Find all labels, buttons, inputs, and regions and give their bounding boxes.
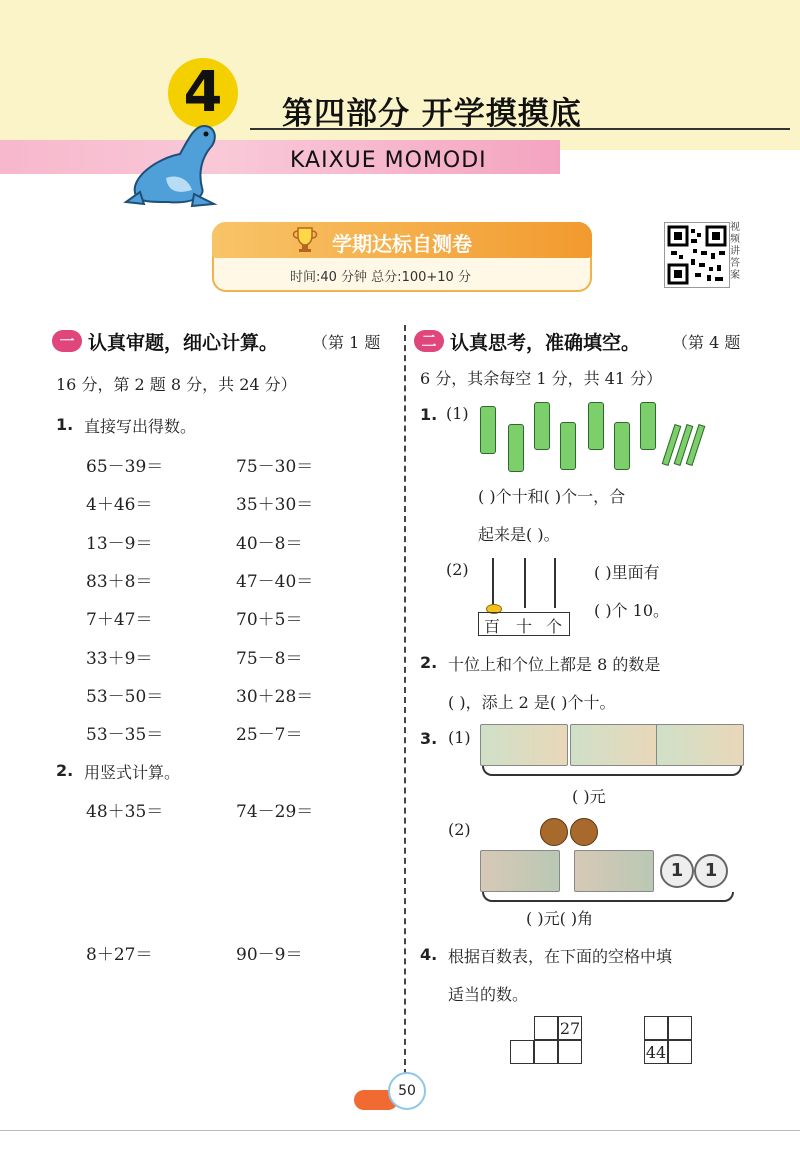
question-text: 十位上和个位上都是 8 的数是 bbox=[448, 655, 661, 674]
grid-cell-given: 44 bbox=[644, 1040, 668, 1064]
place-label-hundreds: 百 bbox=[484, 617, 501, 636]
calc-problem: 70＋5＝ bbox=[236, 610, 303, 630]
banknote-icon bbox=[480, 850, 560, 892]
calc-problem: 13－9＝ bbox=[86, 534, 153, 554]
calc-problem: 47－40＝ bbox=[236, 572, 314, 592]
vertical-calc-problem: 90－9＝ bbox=[236, 945, 303, 965]
trophy-icon bbox=[290, 226, 320, 254]
test-meta: 时间:40 分钟 总分:100+10 分 bbox=[290, 270, 471, 285]
stick-bundle-icon bbox=[614, 422, 630, 470]
page-number: 50 bbox=[388, 1072, 426, 1110]
calc-problem: 33＋9＝ bbox=[86, 649, 153, 669]
section2-note-line1: （第 4 题 bbox=[672, 333, 741, 352]
stick-bundle-icon bbox=[640, 402, 656, 450]
question-text: 用竖式计算。 bbox=[84, 763, 181, 782]
calc-problem: 4＋46＝ bbox=[86, 495, 153, 515]
banknote-icon bbox=[480, 724, 568, 766]
stick-bundles-illustration bbox=[478, 402, 698, 472]
vertical-calc-problem: 48＋35＝ bbox=[86, 802, 164, 822]
qr-code-icon[interactable] bbox=[664, 222, 730, 288]
coin-icon bbox=[570, 818, 598, 846]
question-number: 4. bbox=[420, 945, 438, 964]
question-text: 适当的数。 bbox=[448, 985, 529, 1004]
abacus-rod bbox=[492, 558, 494, 608]
stick-bundle-icon bbox=[480, 406, 496, 454]
question-text: 根据百数表，在下面的空格中填 bbox=[448, 947, 673, 966]
banknote-icon bbox=[656, 724, 744, 766]
grid-cell[interactable] bbox=[534, 1016, 558, 1040]
calc-problem: 25－7＝ bbox=[236, 725, 303, 745]
one-yuan-coin-icon: 1 bbox=[694, 854, 728, 888]
question-number: 1. bbox=[56, 415, 74, 434]
fill-blank-line: ( )个十和( )个一，合 bbox=[478, 487, 626, 506]
calc-problem: 53－50＝ bbox=[86, 687, 164, 707]
place-label-tens: 十 bbox=[516, 617, 533, 636]
part-label: (2) bbox=[448, 820, 471, 839]
one-yuan-coin-icon: 1 bbox=[660, 854, 694, 888]
calc-problem: 75－30＝ bbox=[236, 457, 314, 477]
fill-blank-line: ( )元( )角 bbox=[526, 909, 594, 928]
question-number: 2. bbox=[420, 653, 438, 672]
fill-blank-line: 起来是( )。 bbox=[478, 525, 560, 544]
place-label-ones: 个 bbox=[546, 617, 563, 636]
calc-problem: 7＋47＝ bbox=[86, 610, 153, 630]
grid-cell-given: 27 bbox=[558, 1016, 582, 1040]
grid-cell[interactable] bbox=[558, 1040, 582, 1064]
calc-problem: 30＋28＝ bbox=[236, 687, 314, 707]
vertical-calc-problem: 8＋27＝ bbox=[86, 945, 153, 965]
section2-heading: 认真思考，准确填空。 bbox=[450, 332, 641, 354]
stick-bundle-icon bbox=[588, 402, 604, 450]
qr-label: 视频讲答案 bbox=[730, 222, 740, 281]
question-number: 1. bbox=[420, 405, 438, 424]
brace-bracket bbox=[482, 766, 742, 776]
stick-bundle-icon bbox=[560, 422, 576, 470]
seal-mascot-icon bbox=[118, 118, 228, 210]
section2-note-line2: 6 分，其余每空 1 分，共 41 分） bbox=[420, 369, 663, 388]
calc-problem: 83＋8＝ bbox=[86, 572, 153, 592]
banknote-icon bbox=[570, 724, 658, 766]
hundred-chart-grid-2 bbox=[644, 1016, 704, 1068]
fill-blank-line: ( )里面有 bbox=[594, 563, 660, 582]
calc-problem: 53－35＝ bbox=[86, 725, 164, 745]
stick-bundle-icon bbox=[508, 424, 524, 472]
stick-bundle-icon bbox=[534, 402, 550, 450]
section1-note-line2: 16 分，第 2 题 8 分，共 24 分） bbox=[56, 375, 297, 394]
calc-problem: 40－8＝ bbox=[236, 534, 303, 554]
coin-icon bbox=[540, 818, 568, 846]
unit-number-badge: 4 bbox=[168, 58, 238, 128]
part-label: (1) bbox=[446, 404, 469, 423]
grid-cell[interactable] bbox=[534, 1040, 558, 1064]
vertical-calc-problem: 74－29＝ bbox=[236, 802, 314, 822]
banknote-icon bbox=[574, 850, 654, 892]
hundred-chart-grid-1 bbox=[510, 1016, 590, 1068]
brace-bracket bbox=[482, 892, 734, 902]
grid-cell[interactable] bbox=[668, 1016, 692, 1040]
part-label: (1) bbox=[448, 728, 471, 747]
fill-blank-line: ( )，添上 2 是( )个十。 bbox=[448, 693, 616, 712]
fill-blank-line: ( )元 bbox=[572, 787, 606, 806]
abacus-rod bbox=[524, 558, 526, 608]
abacus-illustration bbox=[478, 556, 570, 636]
fill-blank-line: ( )个 10。 bbox=[594, 601, 670, 620]
part-pinyin: KAIXUE MOMODI bbox=[290, 148, 487, 173]
page-bottom-rule bbox=[0, 1130, 800, 1131]
calc-problem: 75－8＝ bbox=[236, 649, 303, 669]
abacus-rod bbox=[554, 558, 556, 608]
column-divider bbox=[404, 325, 406, 1075]
calc-problem: 35＋30＝ bbox=[236, 495, 314, 515]
grid-cell[interactable] bbox=[644, 1016, 668, 1040]
part-label: (2) bbox=[446, 560, 469, 579]
section1-heading: 认真审题，细心计算。 bbox=[88, 332, 279, 354]
calc-problem: 65－39＝ bbox=[86, 457, 164, 477]
grid-cell[interactable] bbox=[510, 1040, 534, 1064]
test-title: 学期达标自测卷 bbox=[332, 232, 472, 256]
section2-number-icon: 二 bbox=[414, 330, 444, 352]
section1-note-line1: （第 1 题 bbox=[312, 333, 381, 352]
part-title: 第四部分 开学摸摸底 bbox=[282, 96, 582, 132]
question-text: 直接写出得数。 bbox=[84, 417, 197, 436]
grid-cell[interactable] bbox=[668, 1040, 692, 1064]
question-number: 2. bbox=[56, 761, 74, 780]
question-number: 3. bbox=[420, 729, 438, 748]
section1-number-icon: 一 bbox=[52, 330, 82, 352]
